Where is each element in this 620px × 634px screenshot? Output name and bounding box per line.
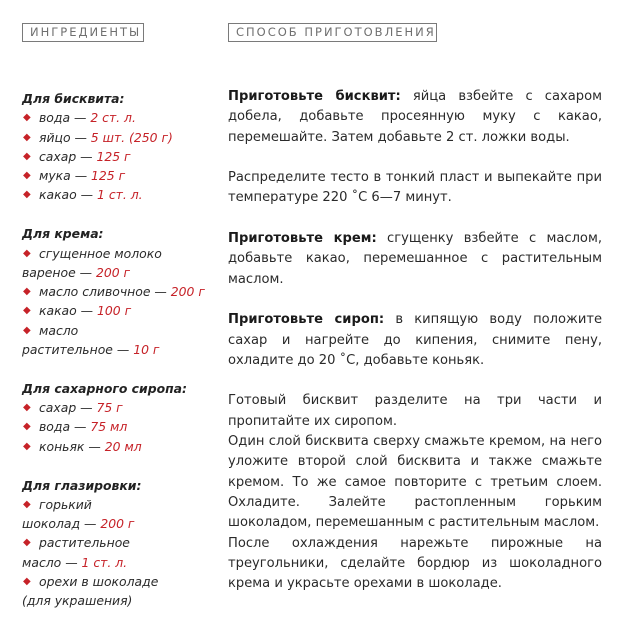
bullet-icon: ◆ — [23, 440, 31, 452]
ingredient-item-continuation — [22, 591, 212, 610]
bullet-icon: ◆ — [23, 498, 31, 510]
ingredient-item-continuation — [22, 553, 212, 572]
ingredients-header: ИНГРЕДИЕНТЫ — [22, 23, 144, 42]
bullet-icon: ◆ — [23, 305, 31, 317]
ingredient-amount: 200 г — [95, 264, 131, 280]
step-heading: Приготовьте крем: — [228, 231, 377, 247]
ingredient-item — [22, 398, 212, 417]
ingredient-amount: 75 г — [96, 400, 123, 416]
group-title: Для крема: — [22, 226, 104, 242]
ingredient-name: мука — — [39, 168, 92, 184]
ingredient-amount: 5 шт. (250 г) — [90, 129, 173, 145]
bullet-icon: ◆ — [23, 576, 31, 588]
method-paragraph — [228, 87, 602, 148]
ingredient-name: вода — — [39, 419, 91, 435]
group-title: Для бисквита: — [22, 91, 125, 106]
ingredient-name: растительное — — [22, 342, 134, 358]
bullet-icon: ◆ — [23, 131, 31, 143]
ingredient-group-sponge — [22, 89, 212, 205]
ingredient-name: какао — — [39, 187, 98, 203]
ingredient-name: вареное — — [22, 264, 96, 280]
ingredient-group-syrup — [22, 379, 212, 456]
ingredient-amount: 1 ст. л. — [97, 187, 143, 203]
ingredient-item — [22, 282, 212, 301]
ingredient-amount: 20 мл — [104, 438, 142, 454]
bullet-icon: ◆ — [23, 150, 31, 162]
ingredient-item — [22, 301, 212, 320]
ingredient-name: сахар — — [39, 148, 97, 164]
ingredient-amount: 1 ст. л. — [81, 554, 128, 570]
ingredient-item — [22, 147, 212, 166]
ingredient-amount: 75 мл — [90, 419, 128, 435]
ingredient-item-continuation — [22, 340, 212, 359]
ingredient-amount: 125 г — [91, 168, 126, 184]
ingredient-amount: 10 г — [133, 342, 160, 358]
ingredient-amount: 100 г — [97, 303, 132, 319]
ingredient-name: масло — [39, 322, 79, 338]
bullet-icon: ◆ — [23, 247, 31, 259]
ingredient-name: вода — — [39, 110, 91, 126]
method-text — [228, 87, 602, 594]
ingredient-item-continuation — [22, 263, 212, 282]
ingredient-item — [22, 185, 212, 204]
method-paragraph: Распределите тесто в тонкий пласт и выпекайте при температуре 220 ˚С 6—7 минут. — [228, 170, 602, 206]
group-title: Для глазировки: — [22, 477, 142, 493]
ingredient-name: коньяк — — [39, 438, 105, 454]
ingredient-name: масло сливочное — — [39, 284, 171, 300]
ingredient-item-continuation — [22, 514, 212, 533]
step-text: яйца взбейте с сахаром добела, добавьте просеянную муку с какао, перемешайте. Затем добавьте 2 ст. ложки воды. — [228, 89, 602, 145]
step-text: сгущенку взбейте с маслом, добавьте какао, перемешанное с растительным маслом. — [228, 231, 602, 287]
ingredient-amount: 200 г — [100, 516, 135, 532]
group-title: Для сахарного сиропа: — [22, 380, 187, 396]
ingredient-name: орехи в шоколаде — [39, 574, 159, 590]
ingredient-name: растительное — [39, 535, 130, 551]
method-header: СПОСОБ ПРИГОТОВЛЕНИЯ — [228, 23, 437, 42]
ingredient-item — [22, 495, 212, 514]
method-paragraph: Один слой бисквита сверху смажьте кремом, на него уложите второй слой бисквита и также смажьте кремом. То же самое повторите с третьим слоем. Охладите. Залейте растопленным горьким шоколадом, перемешанным с растительным маслом. — [228, 434, 602, 531]
method-paragraph: После охлаждения нарежьте пирожные на треугольники, сделайте бордюр из шоколадного крема и украсьте орехами в шоколаде. — [228, 535, 602, 592]
ingredient-item — [22, 244, 212, 263]
bullet-icon: ◆ — [23, 286, 31, 298]
bullet-icon: ◆ — [23, 112, 31, 124]
ingredient-amount: 125 г — [96, 148, 131, 164]
ingredient-name: (для украшения) — [22, 593, 133, 609]
ingredient-name: сахар — — [39, 400, 97, 416]
step-heading: Приготовьте сироп: — [228, 312, 385, 328]
ingredient-name: масло — — [22, 554, 82, 570]
ingredient-name: какао — — [39, 303, 98, 319]
ingredient-amount: 200 г — [170, 284, 205, 300]
bullet-icon: ◆ — [23, 170, 31, 182]
bullet-icon: ◆ — [23, 324, 31, 336]
step-text: в кипящую воду положите сахар и нагрейте до кипения, снимите пену, охладите до 20 ˚С, добавьте коньяк. — [228, 312, 603, 368]
ingredient-item — [22, 166, 212, 185]
ingredient-group-glaze — [22, 476, 212, 611]
bullet-icon: ◆ — [23, 189, 31, 201]
bullet-icon: ◆ — [23, 421, 31, 433]
bullet-icon: ◆ — [23, 537, 31, 549]
ingredients-list — [22, 89, 212, 630]
ingredient-item — [22, 417, 212, 436]
ingredient-item — [22, 108, 212, 127]
ingredient-group-cream — [22, 224, 212, 359]
ingredient-name: сгущенное молоко — [39, 245, 162, 261]
ingredient-name: яйцо — — [39, 129, 91, 145]
ingredient-item — [22, 533, 212, 552]
step-heading: Приготовьте бисквит: — [228, 89, 401, 104]
method-paragraph — [228, 229, 602, 290]
method-paragraph: Готовый бисквит разделите на три части и пропитайте их сиропом. — [228, 393, 602, 429]
bullet-icon: ◆ — [23, 402, 31, 414]
ingredient-item — [22, 437, 212, 456]
ingredient-item — [22, 572, 212, 591]
ingredient-item — [22, 321, 212, 340]
ingredient-name: шоколад — — [22, 516, 101, 532]
ingredient-item — [22, 128, 212, 147]
method-paragraph — [228, 310, 602, 371]
ingredient-name: горький — [39, 496, 92, 512]
ingredient-amount: 2 ст. л. — [90, 110, 136, 126]
